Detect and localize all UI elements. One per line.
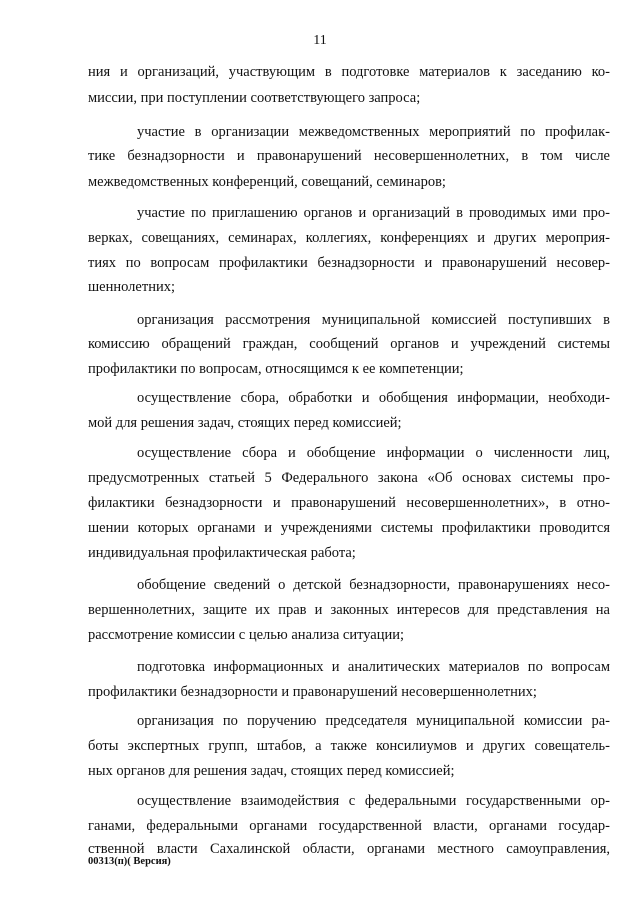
text-line: филактики безнадзорности и правонарушений несовершеннолетних», в отно- (88, 495, 610, 511)
text-line: тике безнадзорности и правонарушений несовершеннолетних, в том числе (88, 148, 610, 164)
text-line: предусмотренных статьей 5 Федерального закона «Об основах системы про- (88, 470, 610, 486)
text-line: участие по приглашению органов и организаций в проводимых ими про- (137, 205, 610, 221)
text-line: вершеннолетних, защите их прав и законных интересов для представления на (88, 602, 610, 618)
text-line: организация по поручению председателя муниципальной комиссии ра- (137, 713, 610, 729)
text-line: мой для решения задач, стоящих перед комиссией; (88, 415, 402, 431)
text-line: обобщение сведений о детской безнадзорности, правонарушениях несо- (137, 577, 610, 593)
text-line: боты экспертных групп, штабов, а также консилиумов и других совещатель- (88, 738, 610, 754)
text-line: осуществление взаимодействия с федеральными государственными ор- (137, 793, 610, 809)
text-line: организация рассмотрения муниципальной комиссией поступивших в (137, 312, 610, 328)
text-line: ственной власти Сахалинской области, органами местного самоуправления, (88, 841, 610, 857)
text-line: осуществление сбора и обобщение информации о численности лиц, (137, 445, 610, 461)
text-line: подготовка информационных и аналитических материалов по вопросам (137, 659, 610, 675)
text-line: профилактики по вопросам, относящимся к ее компетенции; (88, 361, 464, 377)
text-line: ных органов для решения задач, стоящих перед комиссией; (88, 763, 455, 779)
text-line: тиях по вопросам профилактики безнадзорности и правонарушений несовер- (88, 255, 610, 271)
text-line: шении которых органами и учреждениями системы профилактики проводится (88, 520, 610, 536)
text-line: осуществление сбора, обработки и обобщения информации, необходи- (137, 390, 610, 406)
text-line: ния и организаций, участвующим в подготовке материалов к заседанию ко- (88, 64, 610, 80)
text-line: межведомственных конференций, совещаний, семинаров; (88, 174, 446, 190)
document-footer-code: 00313(п)( Версия) (88, 856, 171, 867)
text-line: шеннолетних; (88, 279, 175, 295)
text-line: верках, совещаниях, семинарах, коллегиях, конференциях и других мероприя- (88, 230, 610, 246)
text-line: ганами, федеральными органами государственной власти, органами государ- (88, 818, 610, 834)
text-line: комиссию обращений граждан, сообщений органов и учреждений системы (88, 336, 610, 352)
text-line: рассмотрение комиссии с целью анализа ситуации; (88, 627, 405, 643)
text-line: миссии, при поступлении соответствующего запроса; (88, 90, 421, 106)
page-number: 11 (313, 33, 327, 48)
text-line: индивидуальная профилактическая работа; (88, 545, 356, 561)
text-line: профилактики безнадзорности и правонарушений несовершеннолетних; (88, 684, 537, 700)
text-line: участие в организации межведомственных мероприятий по профилак- (137, 124, 610, 140)
